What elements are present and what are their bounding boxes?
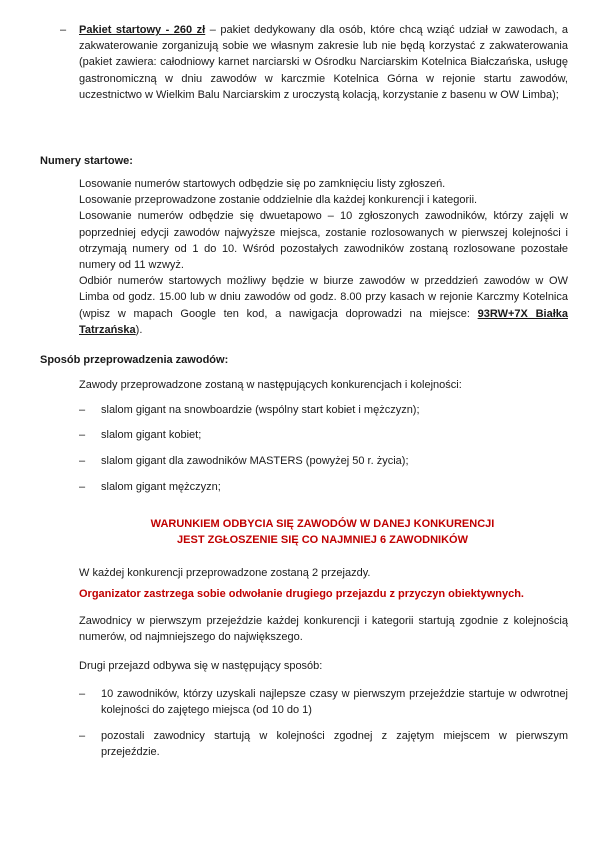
runs-text: W każdej konkurencji przeprowadzone zostaną 2 przejazdy. xyxy=(79,567,371,579)
numbers-p4-text: Odbiór numerów startowych możliwy będzie w biurze zawodów w przeddzień zawodów w OW Limba od godz. 15.00 lub w dniu zawodów od godz. 8.00 przy kasach w rejonie Karczmy Kotelnica (wpisz w mapach Google ten kod, a nawigacja doprowadzi na miejsce: xyxy=(79,275,568,320)
list-dash: – xyxy=(79,730,86,742)
package-text: – pakiet dedykowany dla osób, które chcą wziąć udział w zawodach, a zakwaterowanie zorganizują sobie we własnym zakresie lub nie będą korzystać z zakwaterowania (pakiet zawiera: całodniowy karnet narciarski w Ośrodku Narciarskim Kotelnica Białczańska, usługę gastronomiczną w dniu zawodów w karczmie Kotelnica Górna w rejonie startu zawodów, uczestnictwo w Wielkim Balu Narciarskim z uroczystą kolacją, korzystanie z basenu w OW Limba); xyxy=(79,24,568,101)
numbers-p4-end: ). xyxy=(135,323,143,336)
list-dash: – xyxy=(79,429,86,441)
competition-item: slalom gigant dla zawodników MASTERS (powyżej 50 r. życia); xyxy=(101,455,409,467)
list-dash: – xyxy=(60,24,67,36)
package-label: Pakiet startowy - 260 zł xyxy=(79,24,206,36)
numbers-heading: Numery startowe: xyxy=(40,155,133,167)
competition-item: slalom gigant na snowboardzie (wspólny start kobiet i mężczyzn); xyxy=(101,404,420,416)
conduct-intro: Zawody przeprowadzone zostaną w następujących konkurencjach i kolejności: xyxy=(79,379,462,391)
numbers-p3: Losowanie numerów odbędzie się dwuetapowo – 10 zgłoszonych zawodników, którzy zajęli w poprzedniej edycji zawodów najwyższe miejsca, zostanie rozlosowanych w pierwszej kolejności i otrzymają numery od 1 do 10. Wśród pozostałych zawodników zostaną rozlosowane pozostałe numery od 11 wzwyż. xyxy=(79,210,568,272)
reserve-text: Organizator zastrzega sobie odwołanie drugiego przejazdu z przyczyn obiektywnych. xyxy=(79,588,524,600)
second-run-intro: Drugi przejazd odbywa się w następujący sposób: xyxy=(79,660,323,672)
package-paragraph xyxy=(79,22,568,103)
list-dash: – xyxy=(79,404,86,416)
list-dash: – xyxy=(79,688,86,700)
list-dash: – xyxy=(79,455,86,467)
list-dash: – xyxy=(79,481,86,493)
competition-item: slalom gigant kobiet; xyxy=(101,429,202,441)
conduct-heading: Sposób przeprowadzenia zawodów: xyxy=(40,354,229,366)
numbers-section xyxy=(79,176,568,338)
location-code: 93RW+7X Białka Tatrzańska xyxy=(79,307,568,336)
second-run-item: 10 zawodników, którzy uzyskali najlepsze czasy w pierwszym przejeździe startuje w odwrotnej kolejności do zajętego miejsca (od 10 do 1) xyxy=(101,688,568,717)
numbers-p2: Losowanie przeprowadzone zostanie oddzielnie dla każdej konkurencji i kategorii. xyxy=(79,194,478,207)
numbers-p1: Losowanie numerów startowych odbędzie się po zamknięciu listy zgłoszeń. xyxy=(79,178,446,190)
numbers-p4 xyxy=(79,273,568,338)
warning-line-1: WARUNKIEM ODBYCIA SIĘ ZAWODÓW W DANEJ KONKURENCJI xyxy=(150,518,495,530)
warning-line-2: JEST ZGŁOSZENIE SIĘ CO NAJMNIEJ 6 ZAWODNIKÓW xyxy=(177,534,468,546)
first-run-text: Zawodnicy w pierwszym przejeździe każdej konkurencji i kategorii startują zgodnie z kolejnością numerów, od najmniejszego do największego. xyxy=(79,615,568,644)
competition-item: slalom gigant mężczyzn; xyxy=(101,481,221,493)
second-run-item: pozostali zawodnicy startują w kolejności zgodnej z zajętym miejscem w pierwszym przejeździe. xyxy=(101,730,568,759)
